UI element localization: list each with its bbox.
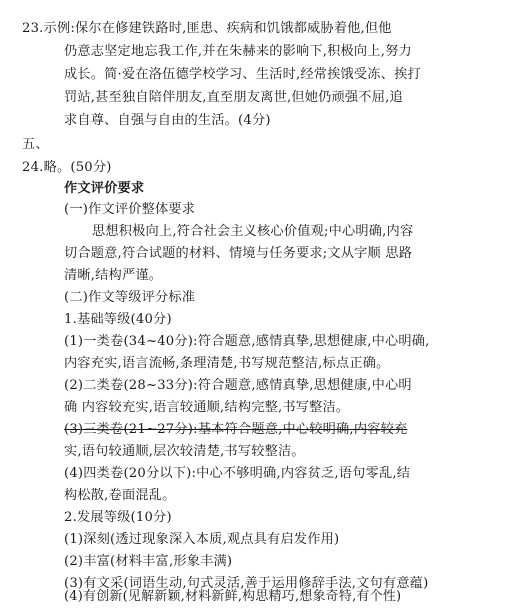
grade3-line-1: (3)三类卷(21~27分):基本符合题意,中心较明确,内容较充 — [64, 422, 408, 437]
develop-item-2: (2)丰富(材料丰富,形象丰满) — [64, 554, 233, 569]
q23-line-3: 成长。简·爱在洛伍德学校学习、生活时,经常挨饿受冻、挨打 — [64, 67, 421, 82]
grade4-line-1: (4)四类卷(20分以下):中心不够明确,内容贫乏,语句零乱,结 — [64, 466, 411, 481]
develop-item-1: (1)深刻(透过现象深入本质,观点具有启发作用) — [64, 532, 340, 547]
grade1-line-2: 内容充实,语言流畅,条理清楚,书写规范整洁,标点正确。 — [64, 356, 390, 371]
q24-header: 24.略。(50分) — [22, 160, 112, 175]
basic-grade-title: 1.基础等级(40分) — [64, 312, 172, 327]
criteria-title: 作文评价要求 — [64, 181, 145, 196]
grade2-line-2: 确 内容较充实,语言较通顺,结构完整,书写整洁。 — [64, 400, 350, 415]
q23-line-5: 求自尊、自强与自由的生活。(4分) — [64, 113, 271, 128]
part1-title: (一)作文评价整体要求 — [64, 202, 196, 217]
develop-item-3: (3)有文采(词语生动,句式灵活,善于运用修辞手法,文句有意蕴) — [64, 576, 429, 591]
develop-item-4: (4)有创新(见解新颖,材料新鲜,构思精巧,想象奇特,有个性) — [64, 589, 402, 604]
grade2-line-1: (2)二类卷(28~33分):符合题意,感情真挚,思想健康,中心明 — [64, 378, 412, 393]
develop-grade-title: 2.发展等级(10分) — [64, 510, 172, 525]
part1-line-2: 切合题意,符合试题的材料、情境与任务要求;文从字顺 思路 — [64, 246, 413, 261]
grade1-line-1: (1)一类卷(34~40分):符合题意,感情真挚,思想健康,中心明确, — [64, 334, 430, 349]
grade4-line-2: 构松散,卷面混乱。 — [64, 488, 176, 503]
part1-line-1: 思想积极向上,符合社会主义核心价值观;中心明确,内容 — [92, 224, 414, 239]
q23-line-1: 23.示例:保尔在修建铁路时,匪患、疾病和饥饿都威胁着他,但他 — [22, 21, 392, 36]
q23-line-2: 仍意志坚定地忘我工作,并在朱赫来的影响下,积极向上,努力 — [64, 44, 412, 59]
part1-line-3: 清晰,结构严谨。 — [64, 268, 163, 283]
q23-line-4: 罚站,甚至独自陪伴朋友,直至朋友离世,但她仍顽强不屈,追 — [64, 90, 403, 105]
grade3-line-2: 实,语句较通顺,层次较清楚,书写较整洁。 — [64, 444, 305, 459]
part2-title: (二)作文等级评分标准 — [64, 290, 196, 305]
section-five-label: 五、 — [22, 137, 49, 152]
